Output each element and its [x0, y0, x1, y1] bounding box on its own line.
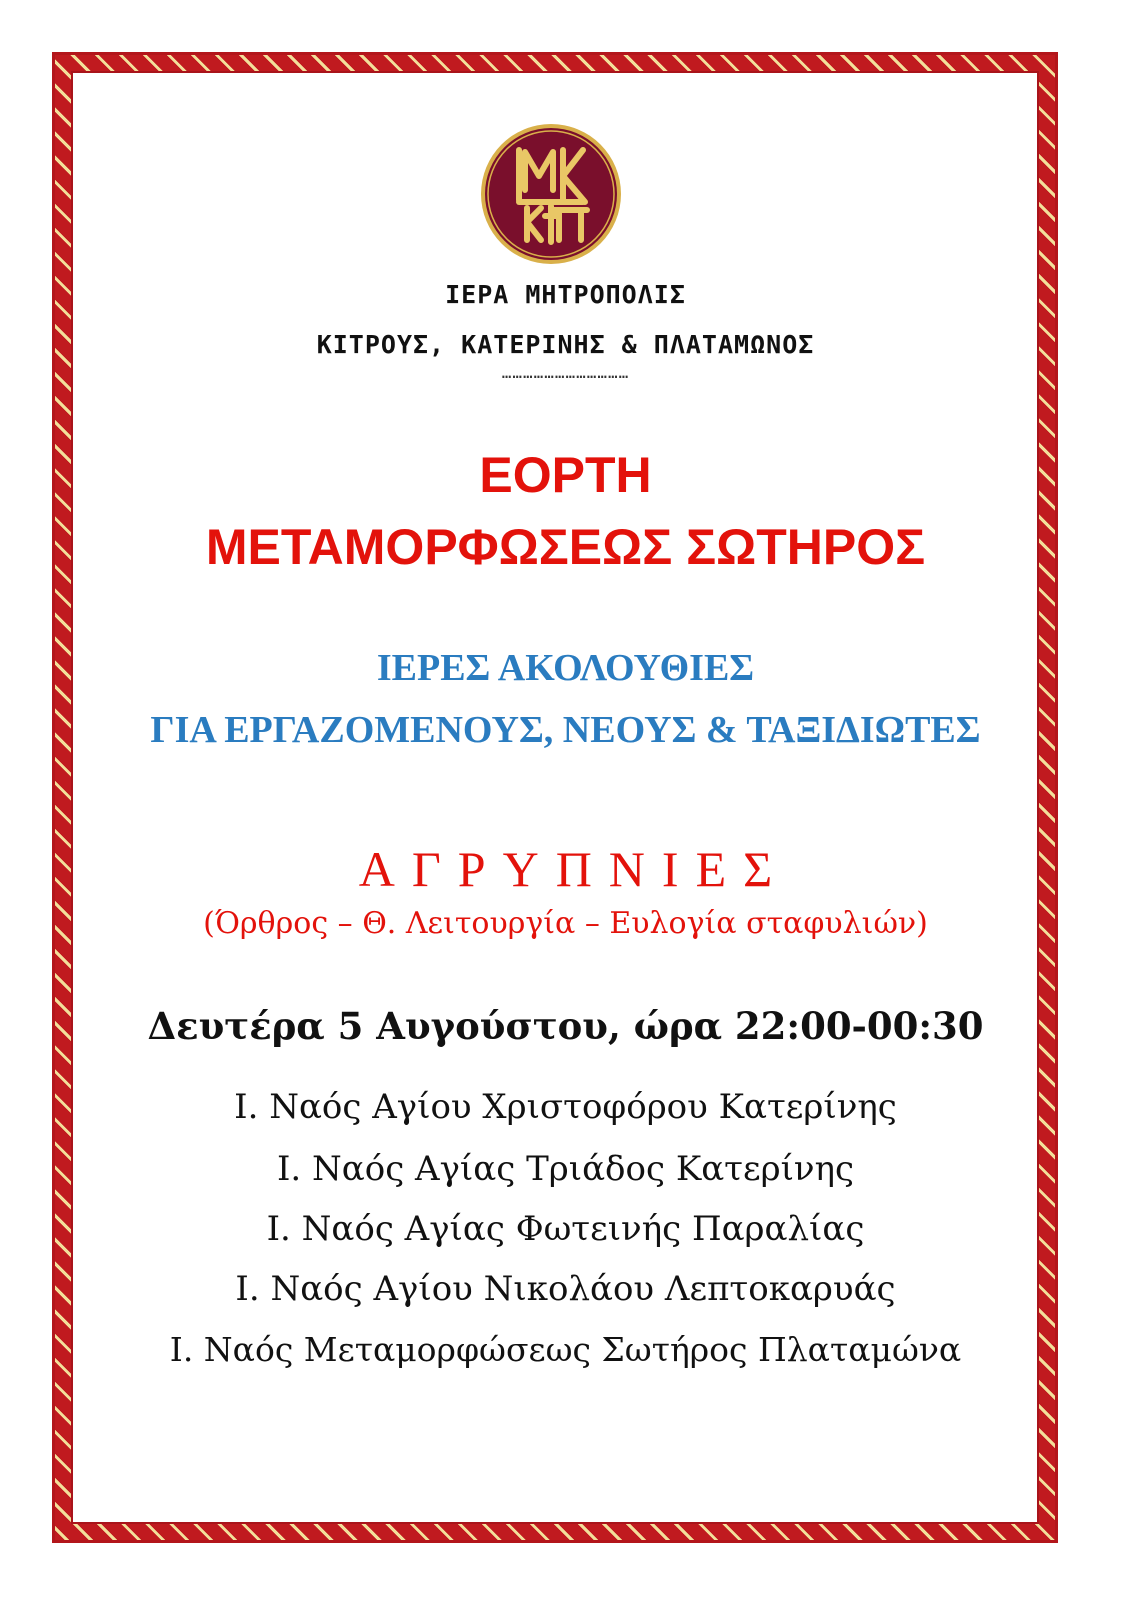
- services-subtitle-line2: ΓΙΑ ΕΡΓΑΖΟΜΕΝΟΥΣ, ΝΕΟΥΣ & ΤΑΞΙΔΙΩΤΕΣ: [150, 709, 981, 751]
- metropolis-name-line2: ΚΙΤΡΟΥΣ, ΚΑΤΕΡΙΝΗΣ & ΠΛΑΤΑΜΩΝΟΣ: [316, 330, 815, 359]
- schedule-date-time: Δευτέρα 5 Αυγούστου, ώρα 22:00-00:30: [147, 1004, 984, 1048]
- metropolis-monogram-logo: [479, 122, 623, 266]
- church-list-item: Ι. Ναός Αγίας Τριάδος Κατερίνης: [276, 1149, 855, 1189]
- services-subtitle-line1: ΙΕΡΕΣ ΑΚΟΛΟΥΘΙΕΣ: [376, 647, 755, 689]
- feast-title-line2: ΜΕΤΑΜΟΡΦΩΣΕΩΣ ΣΩΤΗΡΟΣ: [205, 519, 926, 575]
- vigils-heading: ΑΓΡΥΠΝΙΕΣ: [358, 841, 790, 897]
- vigils-details: (Όρθρος – Θ. Λειτουργία – Ευλογία σταφυλιών): [203, 906, 928, 941]
- church-list-item: Ι. Ναός Αγίου Χριστοφόρου Κατερίνης: [234, 1087, 897, 1127]
- church-list-item: Ι. Ναός Αγίας Φωτεινής Παραλίας: [266, 1209, 865, 1249]
- church-list-item: Ι. Ναός Αγίου Νικολάου Λεπτοκαρυάς: [235, 1269, 896, 1309]
- metropolis-name-line1: ΙΕΡΑ ΜΗΤΡΟΠΟΛΙΣ: [445, 280, 686, 309]
- feast-title-line1: ΕΟΡΤΗ: [479, 447, 652, 503]
- decorative-border: [52, 52, 1058, 1543]
- church-list-item: Ι. Ναός Μεταμορφώσεως Σωτήρος Πλαταμώνα: [169, 1330, 962, 1369]
- dotted-separator: ………………………………: [501, 363, 630, 382]
